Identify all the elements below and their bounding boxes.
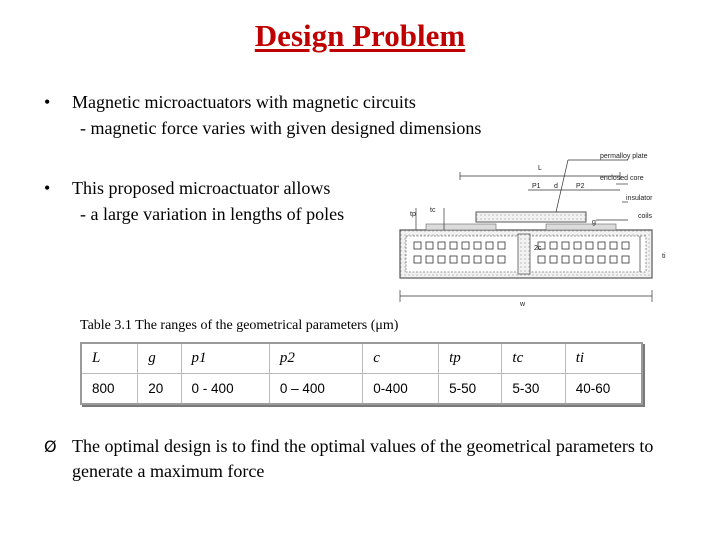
label-w: w [520,301,526,308]
label-permalloy-plate: permalloy plate [600,153,648,160]
header-cell: tp [439,343,502,374]
value-cell: 40-60 [565,374,642,405]
conclusion-bullet [44,434,664,486]
bullet-marker: • [44,178,51,198]
label-p2: P2 [576,183,585,190]
table-caption: Table 3.1 The ranges of the geometrical parameters (μm) [80,318,399,333]
label-insulator: insulator [626,195,653,202]
label-enclosed-core: enclosed core [600,175,644,182]
header-cell: L [81,343,138,374]
value-cell: 5-50 [439,374,502,405]
header-cell: g [138,343,181,374]
header-cell: p2 [269,343,362,374]
permalloy-plate [476,212,586,222]
value-cell: 800 [81,374,138,405]
value-cell: 20 [138,374,181,405]
bullet-magnetic-circuits [44,90,604,142]
bullet-text: Magnetic microactuators with magnetic circuits [72,92,416,112]
slide-title: Design Problem [254,18,466,53]
label-ti: ti [662,253,666,260]
table-header-row [81,343,642,374]
parameter-table [80,342,643,405]
header-cell: ti [565,343,642,374]
value-cell: 0 – 400 [269,374,362,405]
value-cell: 5-30 [502,374,565,405]
bullet-subtext: - magnetic force varies with given designed dimensions [80,118,482,138]
bullet-proposed-microactuator [44,176,394,228]
value-cell: 0 - 400 [181,374,269,405]
arrow-bullet-icon: Ø [44,437,57,456]
center-pole [518,234,530,274]
table-values-row [81,374,642,405]
header-cell: c [363,343,439,374]
bullet-marker: • [44,92,51,112]
conclusion-text: The optimal design is to find the optimal values of the geometrical parameters to generate a maximum force [72,436,654,481]
label-2c: 2c [534,245,542,252]
label-p1: P1 [532,183,541,190]
label-L: L [538,165,542,172]
microactuator-diagram [396,150,688,308]
label-tc: tc [430,207,436,214]
label-d: d [554,183,558,190]
value-cell: 0-400 [363,374,439,405]
label-coils: coils [638,213,653,220]
header-cell: tc [502,343,565,374]
header-cell: p1 [181,343,269,374]
label-tp: tp [410,211,416,218]
bullet-text: This proposed microactuator allows [72,178,331,198]
bullet-subtext: - a large variation in lengths of poles [80,204,345,224]
label-g: g [592,219,596,226]
